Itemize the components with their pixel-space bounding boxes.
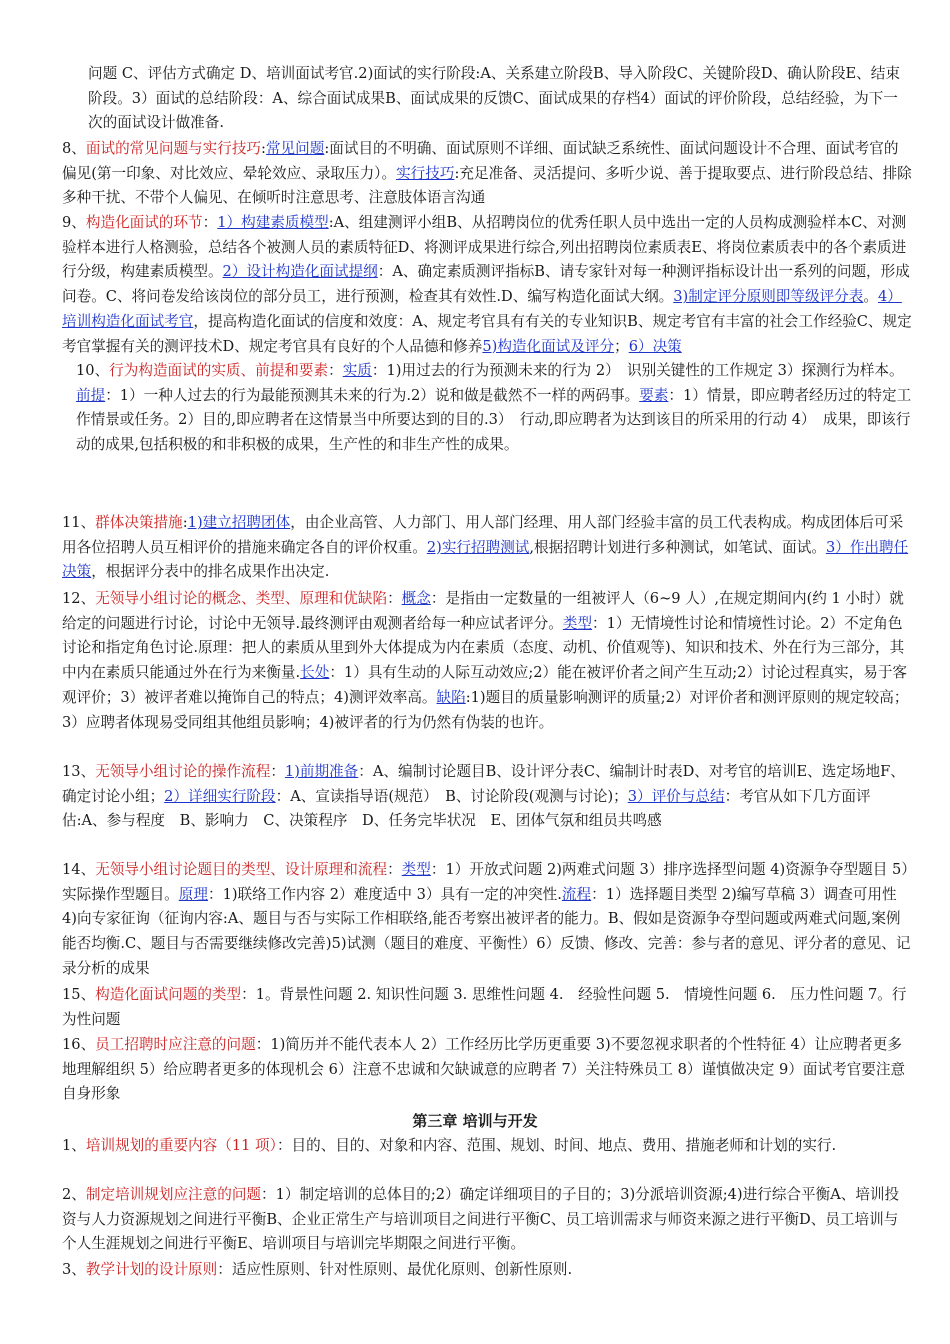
separator: ：: [217, 1261, 232, 1278]
link-design-outline[interactable]: 2）设计构造化面试提纲: [222, 263, 378, 281]
separator: ：: [202, 214, 218, 231]
paragraph-text: 问题 C、评估方式确定 D、培训面试考官.2)面试的实行阶段:A、关系建立阶段B、导入阶段C、关键阶段D、确认阶段E、结束阶段。3）面试的总结阶段：A、综合面试成果B、面试成果的反馈C、面试成果的存档4）面试的评价阶段，总结经验，为下一次的面试设计做准备.: [88, 65, 900, 132]
item-text: ：考官从如下几方面评估:A、参与程度 B、影响力 C、决策程序 D、任务完毕状况 E、团体气氛和组员共鸣感: [62, 787, 871, 830]
separator: ：: [270, 763, 285, 780]
item-text: ：A、宣读指导语(规范） B、讨论阶段(观测与讨论)；: [275, 787, 628, 805]
chapter-title: 第三章 培训与开发: [412, 1112, 538, 1130]
item-11: [62, 511, 912, 585]
link-implementation[interactable]: 2）详细实行阶段: [164, 787, 276, 805]
item-heading: 教学计划的设计原则: [85, 1261, 218, 1278]
separator: ：: [261, 1186, 276, 1203]
item-number: 1、: [62, 1137, 86, 1154]
item-text: ：1）情景，即应聘者经历过的特定工作情景或任务。2）目的,即应聘者在这情景当中所要达到的目的.3） 行动,即应聘者为达到该目的所采用的行动 4） 成果，即该行动的成果,包括积极的和非积极的成果，生产性的和非生产性的成果。: [76, 386, 912, 454]
item-text: ：1)联络工作内容 2）难度适中 3）具有一定的冲突性.: [207, 885, 562, 903]
item-text: ：1）无情境性讨论和情境性讨论。2）不定角色讨论和指定角色讨论.原理：把人的素质从里到外大体提成为内在素质（态度、动机、价值观等)、知识和技术、外在行为三部分，其中内在素质只能通过外在行为来衡量.: [62, 614, 905, 682]
item-text: 。: [863, 288, 878, 306]
link-topic-types[interactable]: 类型: [401, 861, 431, 878]
item-text: ：1)用过去的行为预测未来的行为 2） 识别关键性的工作规定 3）探测行为样本。: [371, 362, 904, 379]
item-text: :面试目的不明确、面试原则不详细、面试缺乏系统性、面试问题设计不合理、面试考官的偏见(第一印象、对比效应、晕轮效应、录取压力）。: [62, 140, 899, 182]
item-number: 13、: [62, 763, 96, 780]
item-heading: 群体决策措施: [95, 514, 183, 531]
paragraph-continued: [88, 62, 912, 136]
link-decision[interactable]: 6）决策: [628, 337, 682, 355]
item-text: ：1）选择题目类型 2)编写草稿 3）调查可用性 4)向专家征询（征询内容:A、题目与否与实际工作相联络,能否考察出被评者的能力。B、假如是资源争夺型问题或两难式问题,案例能否均衡.C、题目与否需要继续修改完善)5)试测（题目的难度、平衡性）6）反馈、修改、完善：参与者的意见、评分者的意见、记录分析的成果: [62, 885, 911, 977]
item-heading: 行为构造面试的实质、前提和要素: [109, 362, 329, 379]
item-13: [62, 760, 912, 834]
item-number: 2、: [62, 1186, 86, 1203]
item-heading: 无领导小组讨论的操作流程: [95, 763, 271, 780]
item-text: ，由企业高管、人力部门、用人部门经理、用人部门经验丰富的员工代表构成。构成团体后可采用各位招聘人员互相评价的措施来确定各自的评价权重。: [62, 514, 904, 556]
link-evaluation[interactable]: 3）评价与总结: [627, 787, 725, 805]
item-text: :充足准备、灵活提问、多听少说、善于提取要点、进行阶段总结、排除多种干扰、不带个人偏见、在倾听时注意思考、注意肢体语言沟通: [62, 164, 912, 207]
item-text: ：1）开放式问题 2)两难式问题 3）排序选择型问题 4)资源争夺型题目 5）实际操作型题目。: [62, 861, 909, 903]
item-number: 10、: [76, 362, 110, 379]
item-text: ,根据招聘计划进行多种测试，如笔试、面试。: [529, 538, 826, 556]
link-build-model[interactable]: 1）构建素质模型: [217, 214, 329, 231]
item-heading: 无领导小组讨论的概念、类型、原理和优缺陷: [95, 590, 388, 607]
item-16: [62, 1033, 912, 1107]
link-defects[interactable]: 缺陷: [436, 688, 466, 706]
item-heading: 构造化面试问题的类型: [95, 986, 242, 1003]
chapter-item-2: [62, 1183, 912, 1257]
link-principles[interactable]: 原理: [178, 885, 208, 903]
separator: ：: [241, 986, 256, 1003]
item-heading: 员工招聘时应注意的问题: [95, 1036, 256, 1053]
separator: ：: [255, 1036, 271, 1053]
link-techniques[interactable]: 实行技巧: [396, 164, 455, 182]
item-14: [62, 858, 912, 982]
link-process[interactable]: 流程: [561, 885, 592, 903]
item-text: :A、组建测评小组B、从招聘岗位的优秀任职人员中选出一定的人员构成测验样本C、对测验样本进行人格测验，总结各个被测人员的素质特征D、将测评成果进行综合,列出招聘岗位素质表E、将岗位素质表中的各个素质进行分级，构建素质模型。: [62, 214, 907, 281]
separator: :: [261, 140, 266, 157]
separator: ：: [276, 1137, 292, 1154]
item-text: ：A、确定素质测评指标B、请专家针对每一种测评指标设计出一系列的问题，形成问卷。C、将问卷发给该岗位的部分员工，进行预测，检查其有效性.D、编写构造化面试大纲。: [62, 263, 910, 306]
item-text: 1）制定培训的总体目的;2）确定详细项目的子目的；3)分派培训资源;4)进行综合平衡A、培训投资与人力资源规划之间进行平衡B、企业正常生产与培训项目之间进行平衡C、员工培训需求与师资来源之进行平衡D、员工培训与个人生涯规划之间进行平衡E、培训项目与培训完毕期限之间进行平衡。: [62, 1186, 900, 1253]
chapter-item-3: [62, 1258, 912, 1283]
item-text: 目的、目的、对象和内容、范围、规划、时间、地点、费用、措施老师和计划的实行.: [291, 1137, 837, 1154]
item-heading: 培训规划的重要内容（11 项）: [85, 1137, 277, 1154]
item-number: 3、: [62, 1261, 86, 1278]
item-number: 16、: [62, 1036, 96, 1053]
separator: ：: [328, 362, 343, 379]
item-number: 12、: [62, 590, 96, 607]
link-train-examiners[interactable]: 4）培训构造化面试考官: [62, 288, 902, 330]
chapter-item-1: [62, 1134, 912, 1159]
item-text: 适应性原则、针对性原则、最优化原则、创新性原则.: [231, 1261, 573, 1278]
item-text: 1。背景性问题 2. 知识性问题 3. 思维性问题 4. 经验性问题 5. 情境性问题 6. 压力性问题 7。行为性问题: [62, 986, 907, 1028]
item-text: ，提高构造化面试的信度和效度：A、规定考官具有有关的专业知识B、规定考官有丰富的社会工作经验C、规定考官掌握有关的测评技术D、规定考官具有良好的个人品德和修养: [62, 312, 912, 355]
item-text: ；: [614, 337, 629, 355]
item-heading: 无领导小组讨论题目的类型、设计原理和流程: [95, 861, 388, 878]
item-12: [62, 587, 912, 735]
link-interview-scoring[interactable]: 5)构造化面试及评分: [482, 337, 615, 355]
item-text: ：1）一种人过去的行为最能预测其未来的行为.2）说和做是截然不一样的两码事。: [105, 386, 640, 404]
item-10: [76, 359, 912, 458]
link-build-team[interactable]: 1)建立招聘团体: [187, 514, 291, 531]
link-essence[interactable]: 实质: [342, 362, 372, 379]
link-run-tests[interactable]: 2)实行招聘测试: [426, 538, 530, 556]
separator: ：: [387, 861, 402, 878]
item-heading: 制定培训规划应注意的问题: [85, 1186, 262, 1203]
item-number: 15、: [62, 986, 96, 1003]
item-number: 14、: [62, 861, 96, 878]
item-8: [62, 137, 912, 211]
item-number: 11、: [62, 514, 96, 531]
item-heading: 面试的常见问题与实行技巧: [85, 140, 262, 157]
item-heading: 构造化面试的环节: [85, 214, 203, 231]
link-scoring-rules[interactable]: 3)制定评分原则即等级评分表: [673, 288, 864, 306]
item-text: 1)简历并不能代表本人 2）工作经历比学历更重要 3)不要忽视求职者的个性特征 4）让应聘者更多地理解组织 5）给应聘者更多的体现机会 6）注意不忠诚和欠缺诚意的应聘者 7）关注特殊员工 8）谨慎做决定 9）面试考官要注意自身形象: [62, 1036, 906, 1103]
item-text: ：A、编制讨论题目B、设计评分表C、编制计时表D、对考官的培训E、选定场地F、确定讨论小组；: [62, 763, 905, 805]
item-text: ：1）具有生动的人际互动效应;2）能在被评价者之间产生互动;2）讨论过程真实，易于客观评价；3）被评者难以掩饰自己的特点；4)测评效率高。: [62, 664, 908, 706]
link-hiring-decision[interactable]: 3）作出聘任决策: [62, 538, 909, 581]
link-premise[interactable]: 前提: [76, 386, 106, 404]
separator: ：: [387, 590, 402, 607]
link-concept[interactable]: 概念: [401, 590, 431, 607]
link-types[interactable]: 类型: [562, 614, 593, 632]
item-text: ：是指由一定数量的一组被评人（6~9 人）,在规定期间内(约 1 小时）就给定的问题进行讨论，讨论中无领导.最终测评由观测者给每一种应试者评分。: [62, 590, 904, 632]
link-advantages[interactable]: 长处: [300, 664, 330, 682]
link-preparation[interactable]: 1)前期准备: [284, 763, 359, 780]
item-number: 8、: [62, 140, 86, 157]
link-common-problems[interactable]: 常见问题: [265, 140, 325, 157]
item-15: [62, 983, 912, 1032]
link-elements[interactable]: 要素: [639, 386, 669, 404]
separator: :: [182, 514, 188, 531]
item-number: 9、: [62, 214, 86, 231]
item-9: [62, 211, 912, 359]
item-text: :1)题目的质量影响测评的质量;2）对评价者和测评原则的规定较高；3）应聘者体现易受同组其他组员影响；4)被评者的行为仍然有伪装的也许。: [62, 688, 909, 731]
item-text: ，根据评分表中的排名成果作出决定.: [91, 563, 330, 581]
